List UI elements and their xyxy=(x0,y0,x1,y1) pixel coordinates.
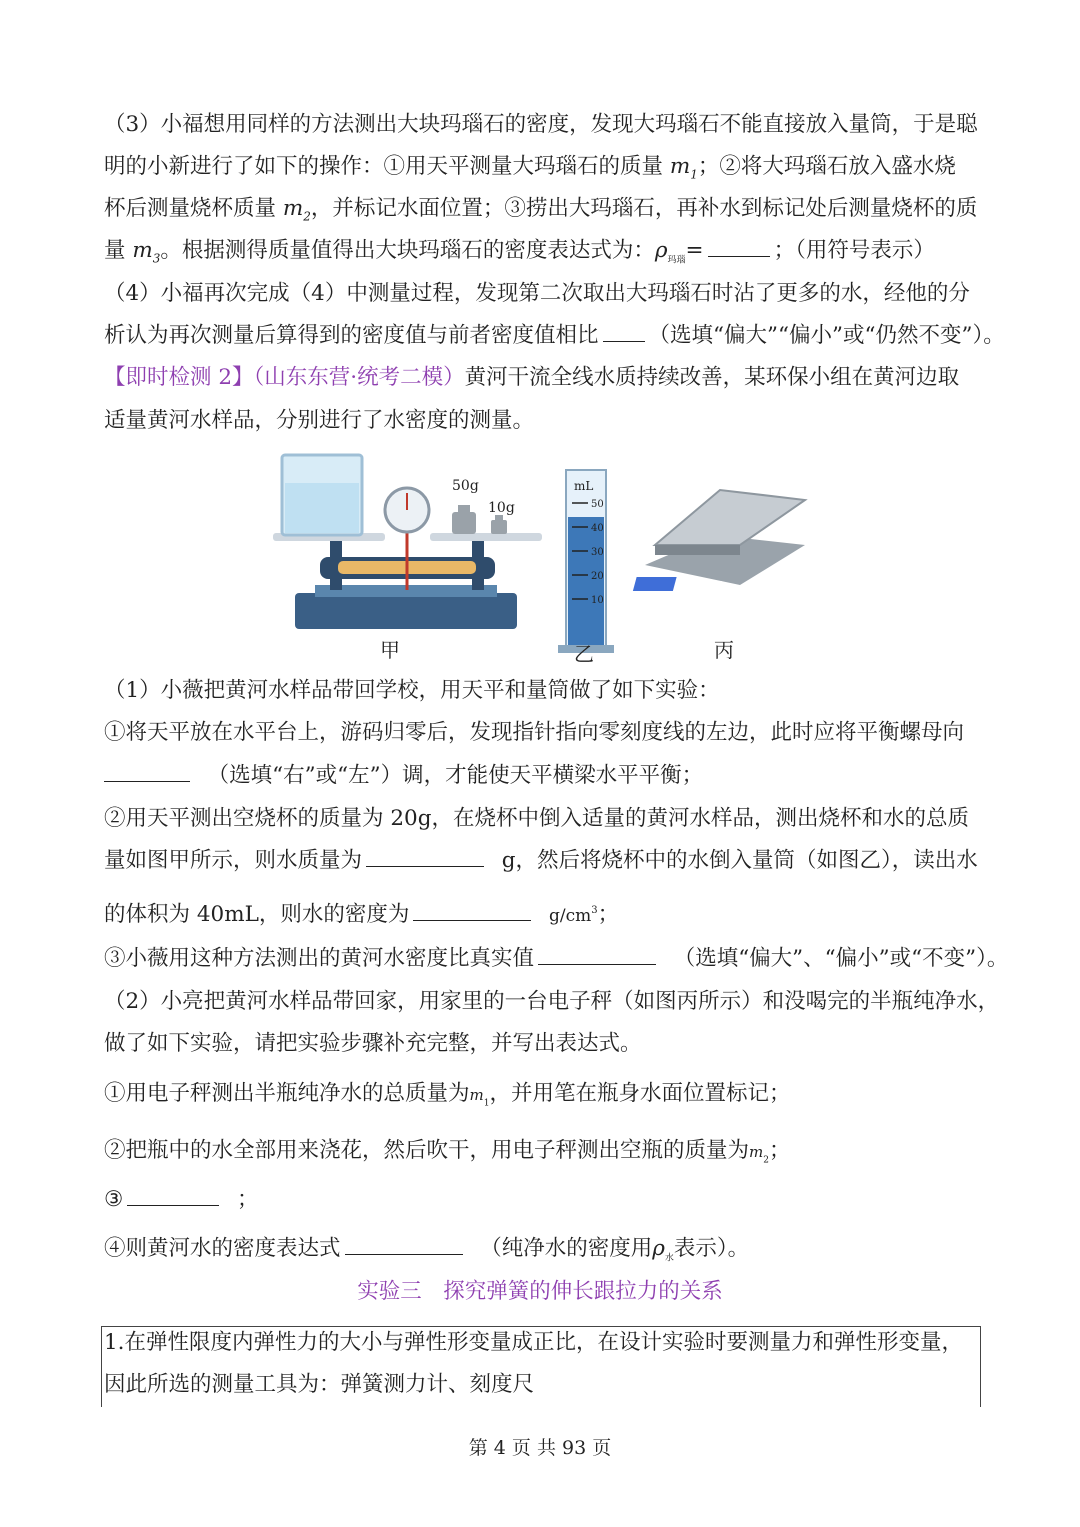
tick-label: 50 xyxy=(591,499,604,510)
tick-label: 20 xyxy=(591,571,604,582)
figure-label-jia: 甲 xyxy=(380,638,400,662)
answer-blank[interactable] xyxy=(538,944,656,965)
part2-line2: 做了如下实验，请把实验步骤补充完整，并写出表达式。 xyxy=(104,1031,642,1056)
section-title: 实验三 探究弹簧的伸长跟拉力的关系 xyxy=(357,1279,723,1304)
scale-display: 0.00 xyxy=(700,580,725,591)
part1-step1: ①将天平放在水平台上，游码归零后，发现指针指向零刻度线的左边，此时应将平衡螺母向 xyxy=(104,720,965,745)
part1-step1b: （选填“右”或“左”）调，才能使天平横梁水平平衡； xyxy=(104,761,703,791)
weight-10g-label: 10g xyxy=(488,500,515,516)
q3-line4: 量 $m_3$。根据测得质量值得出大块玛瑙石的密度表达式为：$\rho_{玛瑙}=$ ；（用符号表示） xyxy=(104,238,935,266)
weight-50g-label: 50g xyxy=(452,478,479,494)
q4-line1: （4）小福再次完成（4）中测量过程，发现第二次取出大玛瑙石时沾了更多的水，经他的分 xyxy=(104,281,970,306)
check2-tag: 【即时检测 2】（山东东营·统考二模） xyxy=(104,365,465,390)
part2-step2: ②把瓶中的水全部用来浇花，然后吹干，用电子秤测出空瓶的质量为$m_2$； xyxy=(104,1138,791,1166)
figure-label-bing: 丙 xyxy=(714,638,734,662)
answer-blank[interactable] xyxy=(366,846,484,867)
check2-line2: 适量黄河水样品，分别进行了水密度的测量。 xyxy=(104,408,535,433)
part2-step4: ④则黄河水的密度表达式 （纯净水的密度用$\rho_水$表示）。 xyxy=(104,1236,750,1264)
answer-blank[interactable] xyxy=(603,321,645,342)
answer-blank[interactable] xyxy=(413,900,531,921)
part1-step2c: 的体积为 40mL，则水的密度为 $g/cm^3$； xyxy=(104,902,620,928)
part1-step2: ②用天平测出空烧杯的质量为 20g，在烧杯中倒入适量的黄河水样品，测出烧杯和水的总质 xyxy=(104,806,969,831)
figure-label-yi: 乙 xyxy=(574,642,594,666)
q3-line1: （3）小福想用同样的方法测出大块玛瑙石的密度，发现大玛瑙石不能直接放入量筒，于是聪 xyxy=(104,112,978,137)
answer-blank[interactable] xyxy=(104,761,190,782)
experiment-figure xyxy=(260,445,820,665)
graduated-cylinder-icon xyxy=(558,470,614,653)
answer-blank[interactable] xyxy=(127,1185,219,1206)
part2-step1: ①用电子秤测出半瓶纯净水的总质量为$m_1$，并用笔在瓶身水面位置标记； xyxy=(104,1081,791,1109)
part1-intro: （1）小薇把黄河水样品带回学校，用天平和量筒做了如下实验： xyxy=(104,678,720,703)
tick-label: 40 xyxy=(591,523,604,534)
electronic-scale-icon xyxy=(633,490,805,591)
answer-blank[interactable] xyxy=(708,236,770,257)
answer-blank[interactable] xyxy=(345,1234,463,1255)
summary-line1: 1.在弹性限度内弹性力的大小与弹性形变量成正比，在设计实验时要测量力和弹性形变量， xyxy=(104,1330,964,1355)
page-footer: 第 4 页 共 93 页 xyxy=(468,1437,612,1459)
part2-step3: ③ ； xyxy=(104,1187,259,1212)
part1-step3: ③小薇用这种方法测出的黄河水密度比真实值 （选填“偏大”、“偏小”或“不变”）。 xyxy=(104,946,1009,971)
part1-step2b: 量如图甲所示，则水质量为 g，然后将烧杯中的水倒入量筒（如图乙），读出水 xyxy=(104,848,978,873)
rho-symbol: ρ xyxy=(654,238,668,263)
check2-line1: 【即时检测 2】（山东东营·统考二模）黄河干流全线水质持续改善，某环保小组在黄河边取 xyxy=(104,365,960,390)
summary-line2: 因此所选的测量工具为：弹簧测力计、刻度尺 xyxy=(104,1372,535,1397)
q4-line2: 析认为再次测量后算得到的密度值与前者密度值相比 （选填“偏大”“偏小”或“仍然不变”）。 xyxy=(104,323,1005,348)
tick-label: 30 xyxy=(591,547,604,558)
q3-line3: 杯后测量烧杯质量 $m_2$，并标记水面位置；③捞出大玛瑙石，再补水到标记处后测量烧杯的质 xyxy=(104,196,978,224)
balance-scale-icon xyxy=(273,455,542,629)
q3-line2: 明的小新进行了如下的操作：①用天平测量大玛瑙石的质量 $m_1$；②将大玛瑙石放入盛水烧 xyxy=(104,154,956,182)
tick-label: 10 xyxy=(591,595,604,606)
ml-label: mL xyxy=(574,479,594,493)
part2-line1: （2）小亮把黄河水样品带回家，用家里的一台电子秤（如图丙所示）和没喝完的半瓶纯净水， xyxy=(104,989,1000,1014)
